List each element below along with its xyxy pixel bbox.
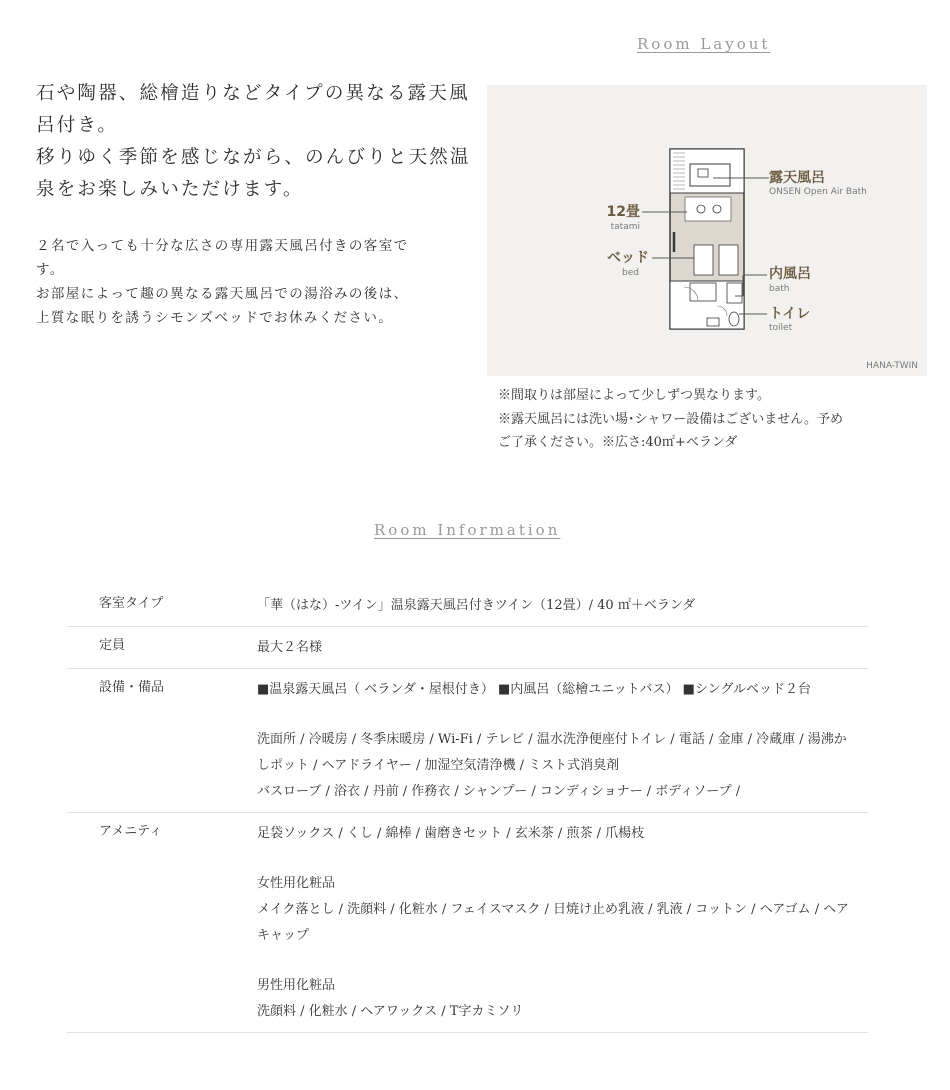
room-layout-heading: Room Layout: [637, 35, 771, 53]
intro-body: [36, 234, 476, 330]
info-row-content: [225, 585, 868, 626]
open-air-bath-label: 露天風呂: [769, 170, 825, 186]
info-text-line: 足袋ソックス / くし / 綿棒 / 歯磨きセット / 玄米茶 / 煎茶 / 爪楊枝: [257, 826, 645, 841]
bath-sub-label: bath: [769, 284, 790, 294]
info-text-line: 洗顔料 / 化粧水 / ヘアワックス / T字カミソリ: [257, 1004, 524, 1019]
tatami-label: 12畳: [606, 204, 640, 220]
toilet-sub-label: toilet: [769, 323, 793, 333]
info-row-room-type: [67, 585, 868, 627]
washbasin: [690, 283, 716, 301]
intro-body-line: 上質な眠りを誘うシモンズベッドでお休みください。: [36, 310, 394, 326]
room-type-label: HANA-TWIN: [866, 361, 918, 371]
open-air-tub: [690, 164, 730, 186]
note-line: ※露天風呂には洗い場･シャワー設備はございません。予め: [498, 411, 844, 427]
chair: [713, 205, 721, 213]
info-text-line: ■温泉露天風呂（ ベランダ・屋根付き） ■内風呂（総檜ユニットバス） ■シングルベッド２台: [257, 682, 811, 697]
note-line: ※間取りは部屋によって少しずつ異なります。: [498, 388, 770, 403]
floor-plan-drawing: [487, 85, 927, 376]
info-row-label: 設備・備品: [99, 680, 165, 695]
toilet: [729, 312, 739, 326]
entrance-shelf: [707, 318, 719, 326]
intro-lead-line: 石や陶器、総檜造りなどタイプの異なる露天風: [36, 83, 470, 104]
info-text-line: 洗面所 / 冷暖房 / 冬季床暖房 / Wi-Fi / テレビ / 温水洗浄便座付トイレ / 電話 / 金庫 / 冷蔵庫 / 湯沸かしポット / ヘアドライヤー / 加湿空気清浄機 / ミスト式消臭剤: [257, 732, 847, 773]
sitting-area: [685, 197, 731, 221]
tatami-sub-label: tatami: [610, 222, 640, 232]
chair: [697, 205, 705, 213]
room-information-heading: Room Information: [374, 521, 561, 539]
info-row-capacity: [67, 627, 868, 669]
intro-text: [36, 78, 476, 330]
bed-label: ベッド: [607, 250, 649, 266]
intro-lead-line: 呂付き。: [36, 115, 119, 136]
info-text-line: 男性用化粧品: [257, 978, 336, 993]
intro-lead: [36, 78, 476, 206]
indoor-bath: [727, 283, 742, 303]
info-text-line: バスローブ / 浴衣 / 丹前 / 作務衣 / シャンプー / コンディショナー / ボディソープ /: [257, 784, 741, 799]
bed: [694, 245, 713, 275]
block-spacer: [257, 703, 858, 727]
intro-lead-line: 泉をお楽しみいただけます。: [36, 179, 304, 200]
info-row-content: [225, 669, 868, 812]
floor-plan-image: [487, 85, 927, 376]
info-row-amenities: [67, 813, 868, 1033]
bed: [719, 245, 738, 275]
info-row-label: アメニティ: [99, 824, 163, 839]
block-spacer: [257, 949, 858, 973]
intro-body-line: ２名で入っても十分な広さの専用露天風呂付きの客室で: [36, 238, 409, 254]
info-row-label: 客室タイプ: [99, 596, 164, 611]
intro-body-line: す。: [36, 262, 65, 278]
info-row-content: [225, 813, 868, 1032]
bed-sub-label: bed: [622, 268, 639, 278]
block-spacer: [257, 847, 858, 871]
intro-lead-line: 移りゆく季節を感じながら、のんびりと天然温: [36, 147, 471, 168]
info-text-line: 「華（はな）-ツイン」温泉露天風呂付きツイン（12畳）/ 40 ㎡＋ベランダ: [257, 598, 696, 613]
note-line: ご了承ください。※広さ:40㎡+ベランダ: [498, 435, 738, 450]
info-row-facilities: [67, 669, 868, 813]
info-text-line: メイク落とし / 洗顔料 / 化粧水 / フェイスマスク / 日焼け止め乳液 / 乳液 / コットン / ヘアゴム / ヘアキャップ: [257, 902, 849, 943]
toilet-label: トイレ: [769, 306, 811, 322]
room-info-table: [67, 585, 868, 1033]
info-text-line: 最大２名様: [257, 640, 323, 655]
intro-body-line: お部屋によって趣の異なる露天風呂での湯浴みの後は、: [36, 286, 409, 302]
info-row-content: [225, 627, 868, 668]
bath-label: 内風呂: [769, 266, 811, 282]
info-row-label: 定員: [99, 638, 126, 653]
layout-notes: [498, 384, 918, 455]
open-air-bath-sub-label: ONSEN Open Air Bath: [769, 187, 867, 197]
info-text-line: 女性用化粧品: [257, 876, 336, 891]
